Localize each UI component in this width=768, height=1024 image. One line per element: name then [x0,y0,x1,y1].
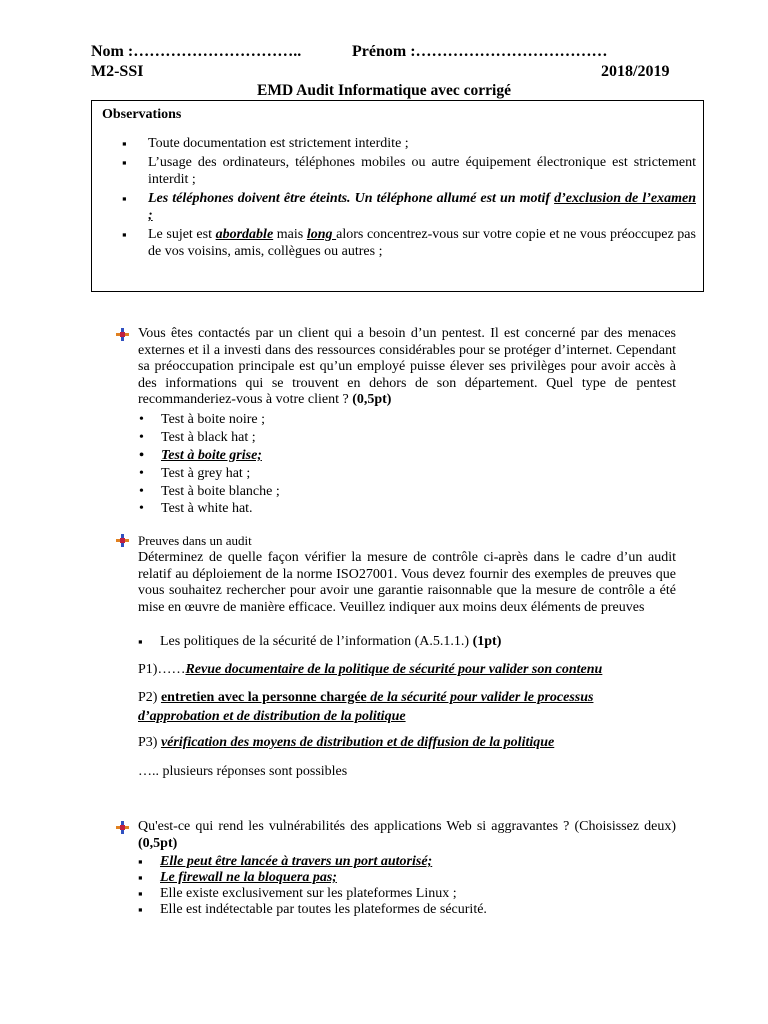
question-bullet-icon [116,328,129,341]
question-bullet-icon [116,534,129,547]
option-item: • Test à white hat. [161,500,253,518]
question-1-text: Vous êtes contactés par un client qui a besoin d’un pentest. Il est concerné par des menaces externes et il a investi dans des ressources considérables pour se protéger d’internet. Cependant sa préoccupation principale est qu’un employé puisse élever ses privilèges pour avoir accès à des informations qui se trouvent en dehors de son département. Quel type de pentest recommanderiez-vous à votre client ? (0,5pt) [138,326,676,407]
proof-1: P1)……Revue documentaire de la politique de sécurité pour valider son contenu [138,662,603,677]
option-item-correct: ▪ Le firewall ne la bloquera pas; [160,869,337,887]
name-field-label: Nom :………………………….. [91,43,302,60]
option-item: • Test à grey hat ; [161,465,250,483]
question-2-text: Déterminez de quelle façon vérifier la mesure de contrôle ci-après dans le cadre d’un audit relatif au déploiement de la norme ISO27001. Vous devez fournir des exemples de preuves que vous souhaitez rechercher pour avoir une garantie raisonnable que la mesure de contrôle a été mise en œuvre de manière efficace. Veuillez indiquer aux moins deux éléments de preuves [138,550,676,615]
option-item: • Test à boite blanche ; [161,483,280,501]
year-label: 2018/2019 [601,63,670,80]
observations-title: Observations [102,107,182,122]
option-item: ▪ Elle existe exclusivement sur les plateformes Linux ; [160,885,457,903]
option-item: ▪ Elle est indétectable par toutes les plateformes de sécurité. [160,901,487,919]
exam-title: EMD Audit Informatique avec corrigé [257,82,511,99]
firstname-field-label: Prénom :……………………………… [352,43,608,60]
program-label: M2-SSI [91,63,144,80]
observation-item: ▪ Le sujet est abordable mais long alors concentrez-vous sur votre copie et ne vous préoccupez pas de vos voisins, amis, collègues ou autres ; [122,226,696,261]
observation-item: ▪ L’usage des ordinateurs, téléphones mobiles ou autre équipement électronique est strictement interdit ; [122,154,696,189]
observations-list [122,135,696,262]
proof-3: P3) vérification des moyens de distribution et de diffusion de la politique [138,735,555,750]
option-item-correct: ▪ Elle peut être lancée à travers un port autorisé; [160,853,432,871]
answer-note: ….. plusieurs réponses sont possibles [138,764,348,779]
observation-item: ▪ Toute documentation est strictement interdite ; [122,135,696,153]
option-item: • Test à black hat ; [161,429,256,447]
question-bullet-icon [116,821,129,834]
control-item: ▪ Les politiques de la sécurité de l’information (A.5.1.1.) (1pt) [160,633,501,651]
question-2-heading: Preuves dans un audit [138,533,252,548]
option-item: • Test à boite noire ; [161,411,265,429]
observations-box [91,100,704,292]
question-3-text: Qu'est-ce qui rend les vulnérabilités des applications Web si aggravantes ? (Choisissez deux) (0,5pt) [138,819,676,851]
option-item-correct: • Test à boite grise; [161,447,262,465]
proof-2: P2) entretien avec la personne chargée de la sécurité pour valider le processus d’approbation et de distribution de la politique [138,690,594,724]
observation-item: ▪ Les téléphones doivent être éteints. Un téléphone allumé est un motif d’exclusion de l’examen ; [122,190,696,225]
